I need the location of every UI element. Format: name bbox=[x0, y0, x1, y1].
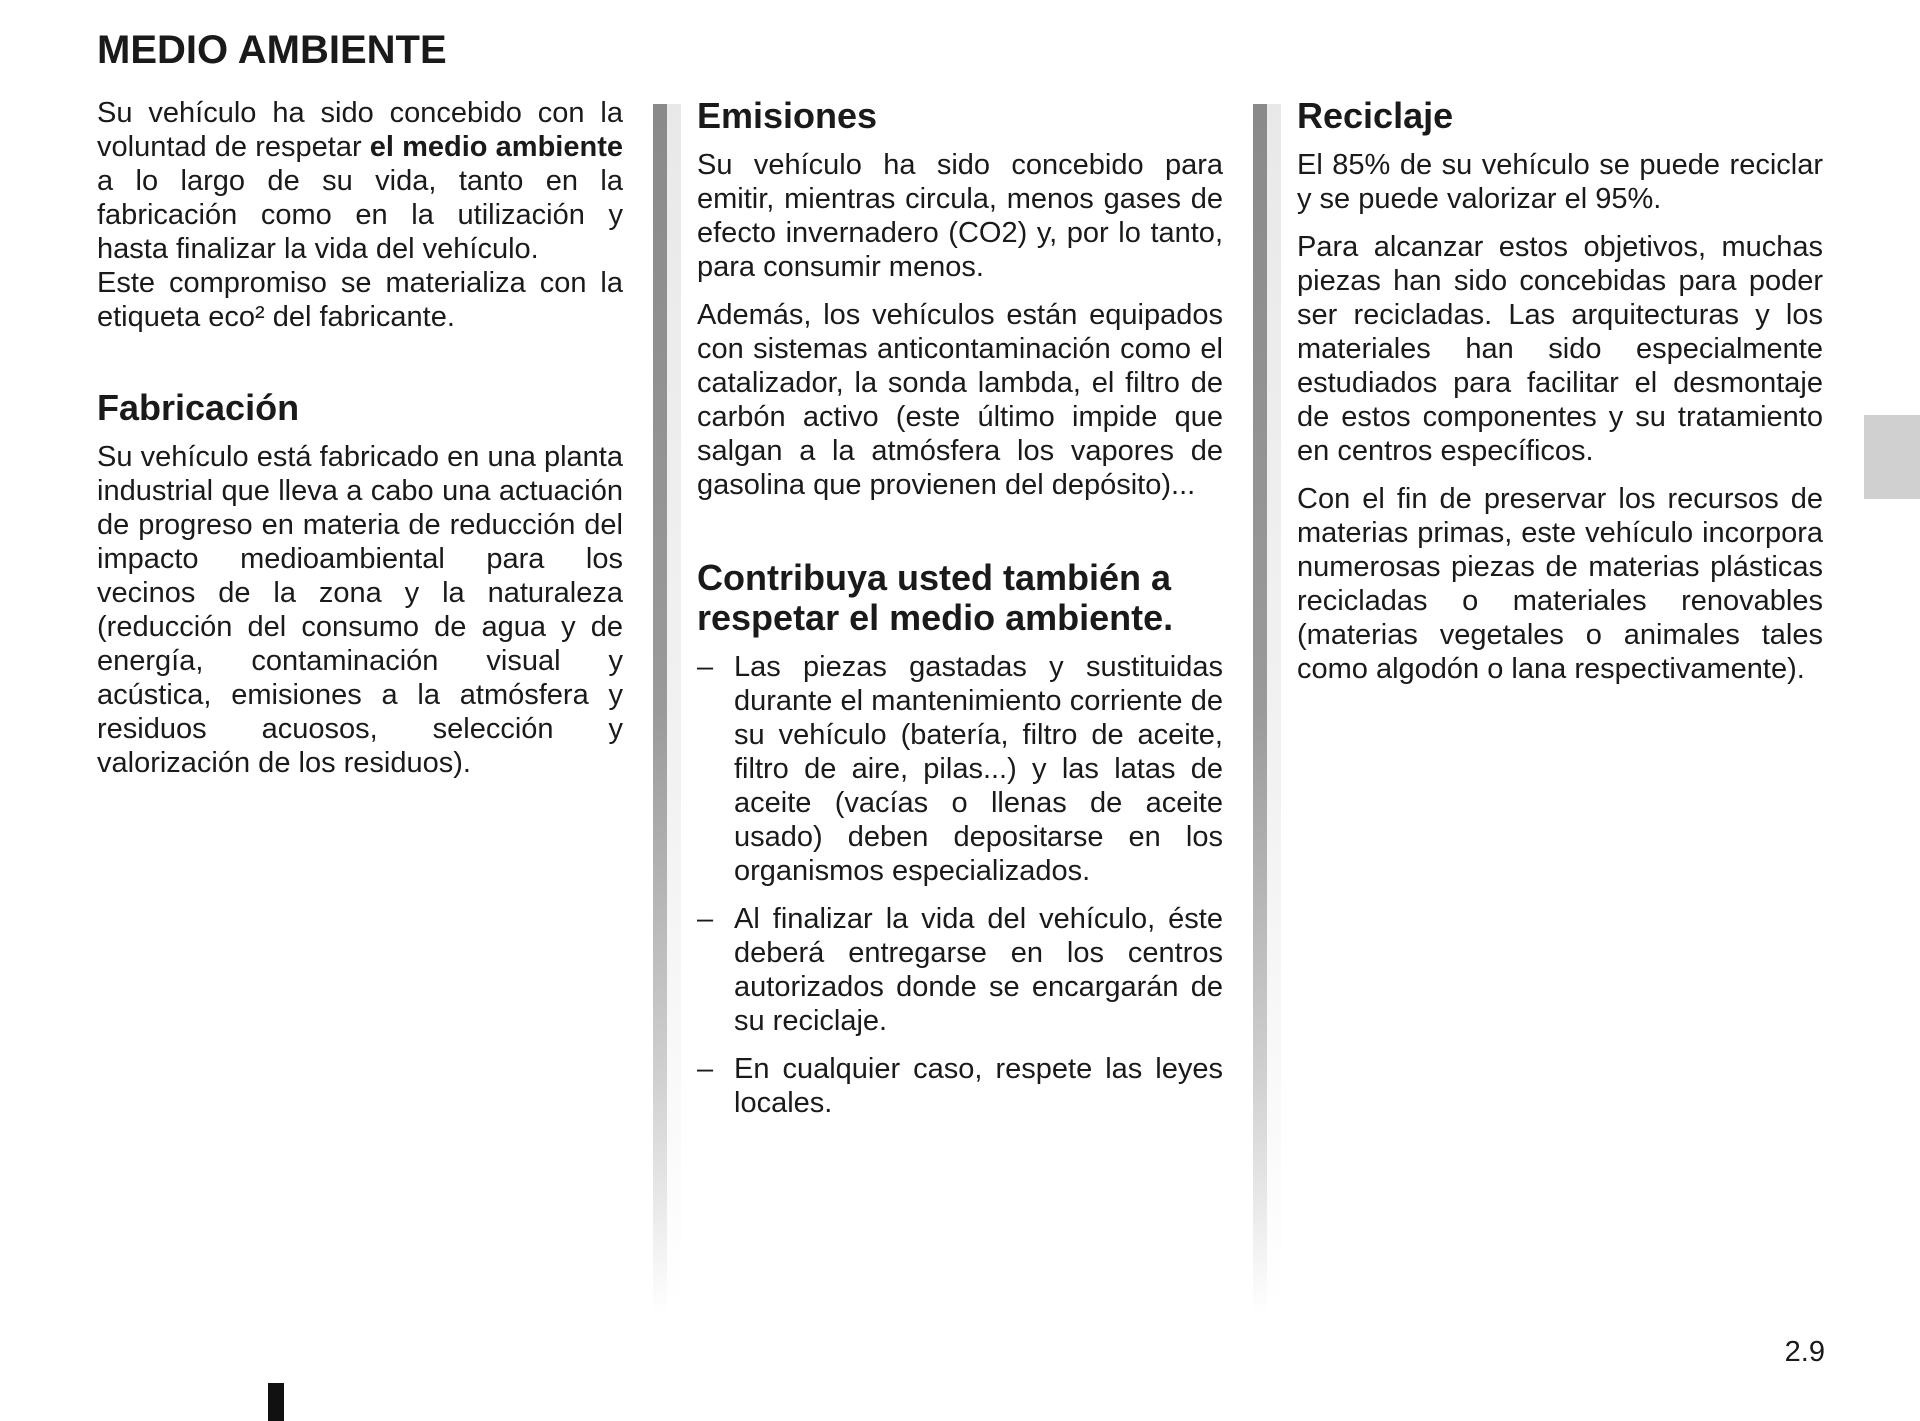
page-title: MEDIO AMBIENTE bbox=[97, 28, 447, 72]
print-crop-mark bbox=[268, 1383, 284, 1421]
intro-text-bold: el medio ambiente bbox=[369, 131, 623, 163]
contribuya-heading: Contribuya usted también a respetar el medio ambiente. bbox=[697, 557, 1174, 638]
emisiones-paragraph-1: Su vehículo ha sido concebido para emitir, mientras circula, menos gases de efecto invernadero (CO2) y, por lo tanto, para consumir menos. bbox=[697, 149, 1223, 283]
column-divider-shade bbox=[1267, 104, 1281, 1314]
intro-paragraph-2: Este compromiso se materializa con la etiqueta eco² del fabricante. bbox=[97, 267, 623, 333]
intro-paragraph bbox=[97, 96, 623, 266]
column-divider-bar bbox=[653, 104, 667, 1314]
column-divider-bar bbox=[1253, 104, 1267, 1314]
reciclaje-paragraph-2: Para alcanzar estos objetivos, muchas piezas han sido concebidas para poder ser recicladas. Las arquitecturas y los materiales han sido especialmente estudiados para facilitar el desmontaje de estos componentes y su tratamiento en centros específicos. bbox=[1297, 231, 1823, 467]
page-number: 2.9 bbox=[1784, 1336, 1825, 1368]
column-right bbox=[1297, 96, 1823, 700]
intro-text-a: Su vehículo ha sido concebido con la voluntad de respetar bbox=[97, 97, 623, 163]
list-item: – En cualquier caso, respete las leyes locales. bbox=[697, 1052, 1223, 1120]
list-item: – Las piezas gastadas y sustituidas durante el mantenimiento corriente de su vehículo (batería, filtro de aceite, filtro de aire, pilas...) y las latas de aceite (vacías o llenas de aceite usado) deben depositarse en los organismos especializados. bbox=[697, 650, 1223, 888]
emisiones-paragraph-2: Además, los vehículos están equipados con sistemas anticontaminación como el catalizador, la sonda lambda, el filtro de carbón activo (este último impide que salgan a la atmósfera los vapores de gasolina que provienen del depósito)... bbox=[697, 299, 1223, 501]
fabricacion-heading: Fabricación bbox=[97, 387, 300, 428]
section-tab-marker bbox=[1864, 415, 1920, 499]
reciclaje-paragraph-1: El 85% de su vehículo se puede reciclar y se puede valorizar el 95%. bbox=[1297, 149, 1823, 215]
contribuya-list bbox=[697, 650, 1223, 1120]
reciclaje-paragraph-3: Con el fin de preservar los recursos de materias primas, este vehículo incorpora numerosas piezas de materias plásticas recicladas o materiales renovables (materias vegetales o animales tales como algodón o lana respectivamente). bbox=[1297, 483, 1823, 685]
column-middle bbox=[697, 96, 1223, 1134]
emisiones-heading: Emisiones bbox=[697, 95, 878, 136]
reciclaje-heading: Reciclaje bbox=[1297, 95, 1454, 136]
column-divider-shade bbox=[667, 104, 681, 1314]
list-item: – Al finalizar la vida del vehículo, éste deberá entregarse en los centros autorizados donde se encargarán de su reciclaje. bbox=[697, 902, 1223, 1038]
fabricacion-text: Su vehículo está fabricado en una planta industrial que lleva a cabo una actuación de progreso en materia de reducción del impacto medioambiental para los vecinos de la zona y la naturaleza (reducción del consumo de agua y de energía, contaminación visual y acústica, emisiones a la atmósfera y residuos acuosos, selección y valorización de los residuos). bbox=[97, 441, 623, 779]
column-left bbox=[97, 96, 623, 794]
intro-text-b: a lo largo de su vida, tanto en la fabricación como en la utilización y hasta finalizar la vida del vehículo. bbox=[97, 165, 623, 265]
